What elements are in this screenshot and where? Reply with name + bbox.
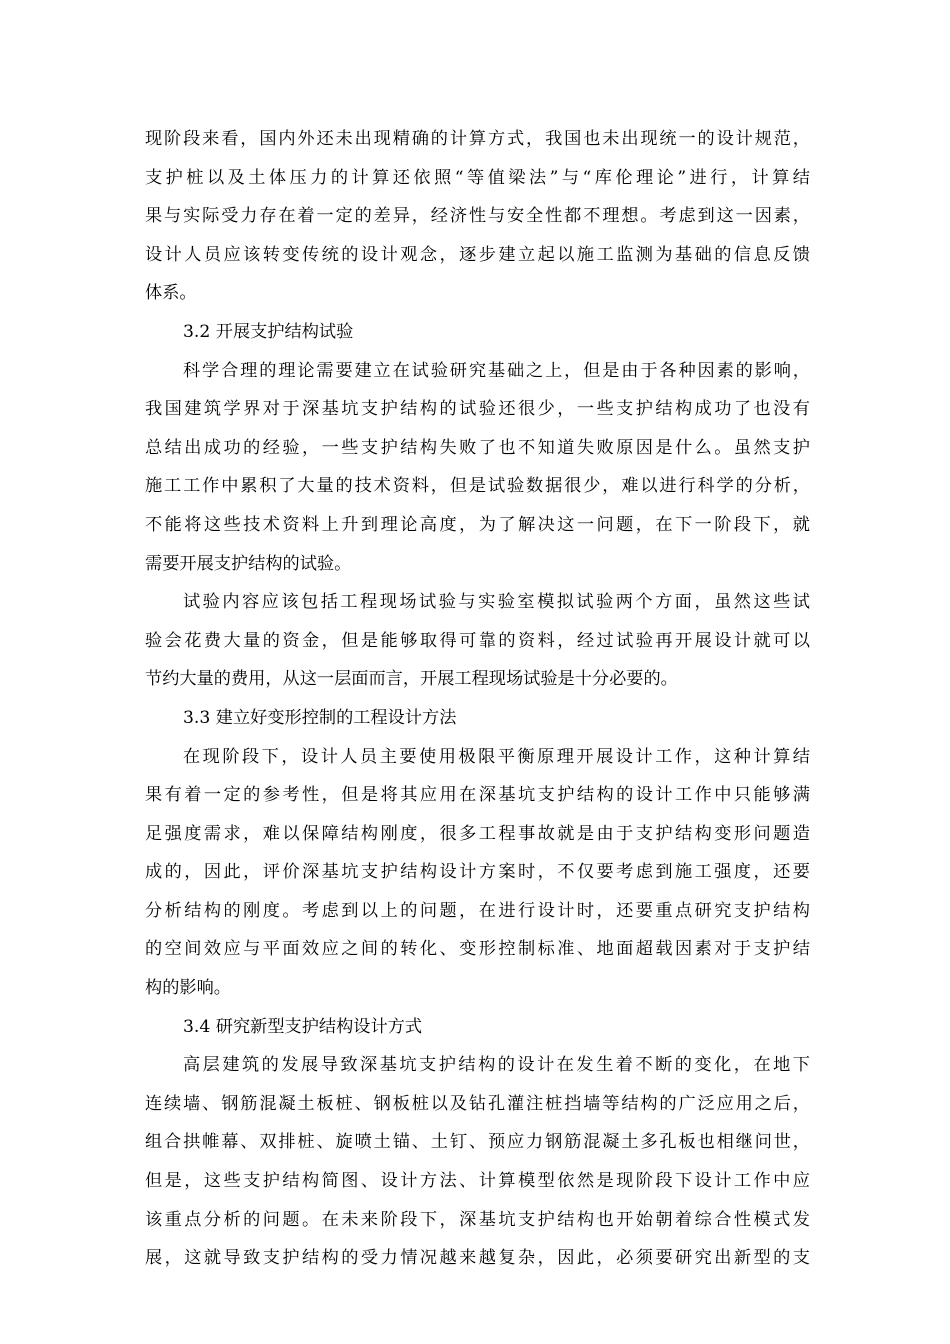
paragraph-line: 高层建筑的发展导致深基坑支护结构的设计在发生着不断的变化，在地下: [183, 1055, 810, 1076]
section-heading-3-2: 3.2 开展支护结构试验: [183, 321, 354, 342]
document-body: [145, 120, 810, 1278]
paragraph-line: 该重点分析的问题。在未来阶段下，深基坑支护结构也开始朝着综合性模式发: [145, 1209, 810, 1230]
paragraph-line: 现阶段来看，国内外还未出现精确的计算方式，我国也未出现统一的设计规范，: [145, 129, 810, 149]
paragraph-line: 施工工作中累积了大量的技术资料，但是试验数据很少，难以进行科学的分析，: [145, 476, 810, 497]
section-heading-3-3: 3.3 建立好变形控制的工程设计方法: [183, 707, 457, 728]
paragraph-line: 在现阶段下，设计人员主要使用极限平衡原理开展设计工作，这种计算结: [183, 746, 810, 767]
paragraph-line: 分析结构的刚度。考虑到以上的问题，在进行设计时，还要重点研究支护结构: [145, 900, 810, 921]
paragraph-line: 设计人员应该转变传统的设计观念，逐步建立起以施工监测为基础的信息反馈: [145, 244, 810, 265]
paragraph-line: 构的影响。: [145, 978, 231, 999]
paragraph-line: 验会花费大量的资金，但是能够取得可靠的资料，经过试验再开展设计就可以: [145, 630, 810, 651]
paragraph-line: 连续墙、钢筋混凝土板桩、钢板桩以及钻孔灌注桩挡墙等结构的广泛应用之后，: [145, 1093, 810, 1114]
paragraph-line: 展，这就导致支护结构的受力情况越来越复杂，因此，必须要研究出新型的支: [145, 1248, 810, 1269]
paragraph-line: 我国建筑学界对于深基坑支护结构的试验还很少，一些支护结构成功了也没有: [145, 399, 810, 420]
paragraph-line: 节约大量的费用，从这一层面而言，开展工程现场试验是十分必要的。: [145, 669, 678, 690]
paragraph-line: 足强度需求，难以保障结构刚度，很多工程事故就是由于支护结构变形问题造: [145, 823, 810, 844]
paragraph-line: 果与实际受力存在着一定的差异，经济性与安全性都不理想。考虑到这一因素，: [145, 206, 810, 227]
paragraph-line: 不能将这些技术资料上升到理论高度，为了解决这一问题，在下一阶段下，就: [145, 514, 810, 535]
paragraph-line: 成的，因此，评价深基坑支护结构设计方案时，不仅要考虑到施工强度，还要: [145, 862, 810, 883]
paragraph-line: 体系。: [145, 283, 197, 304]
paragraph-line: 的空间效应与平面效应之间的转化、变形控制标准、地面超载因素对于支护结: [145, 939, 810, 960]
paragraph-line: 科学合理的理论需要建立在试验研究基础之上，但是由于各种因素的影响，: [183, 360, 810, 381]
paragraph-line: 组合拱帷幕、双排桩、旋喷土锚、土钉、预应力钢筋混凝土多孔板也相继问世，: [145, 1132, 810, 1153]
section-heading-3-4: 3.4 研究新型支护结构设计方式: [183, 1016, 423, 1037]
paragraph-line: 需要开展支护结构的试验。: [145, 553, 352, 574]
paragraph-line: 但是，这些支护结构简图、设计方法、计算模型依然是现阶段下设计工作中应: [145, 1171, 810, 1192]
paragraph-line: 果有着一定的参考性，但是将其应用在深基坑支护结构的设计工作中只能够满: [145, 785, 810, 806]
paragraph-line: 支护桩以及土体压力的计算还依照“等值梁法”与“库伦理论”进行，计算结: [145, 167, 810, 188]
paragraph-line: 总结出成功的经验，一些支护结构失败了也不知道失败原因是什么。虽然支护: [145, 437, 810, 458]
paragraph-line: 试验内容应该包括工程现场试验与实验室模拟试验两个方面，虽然这些试: [183, 592, 810, 613]
